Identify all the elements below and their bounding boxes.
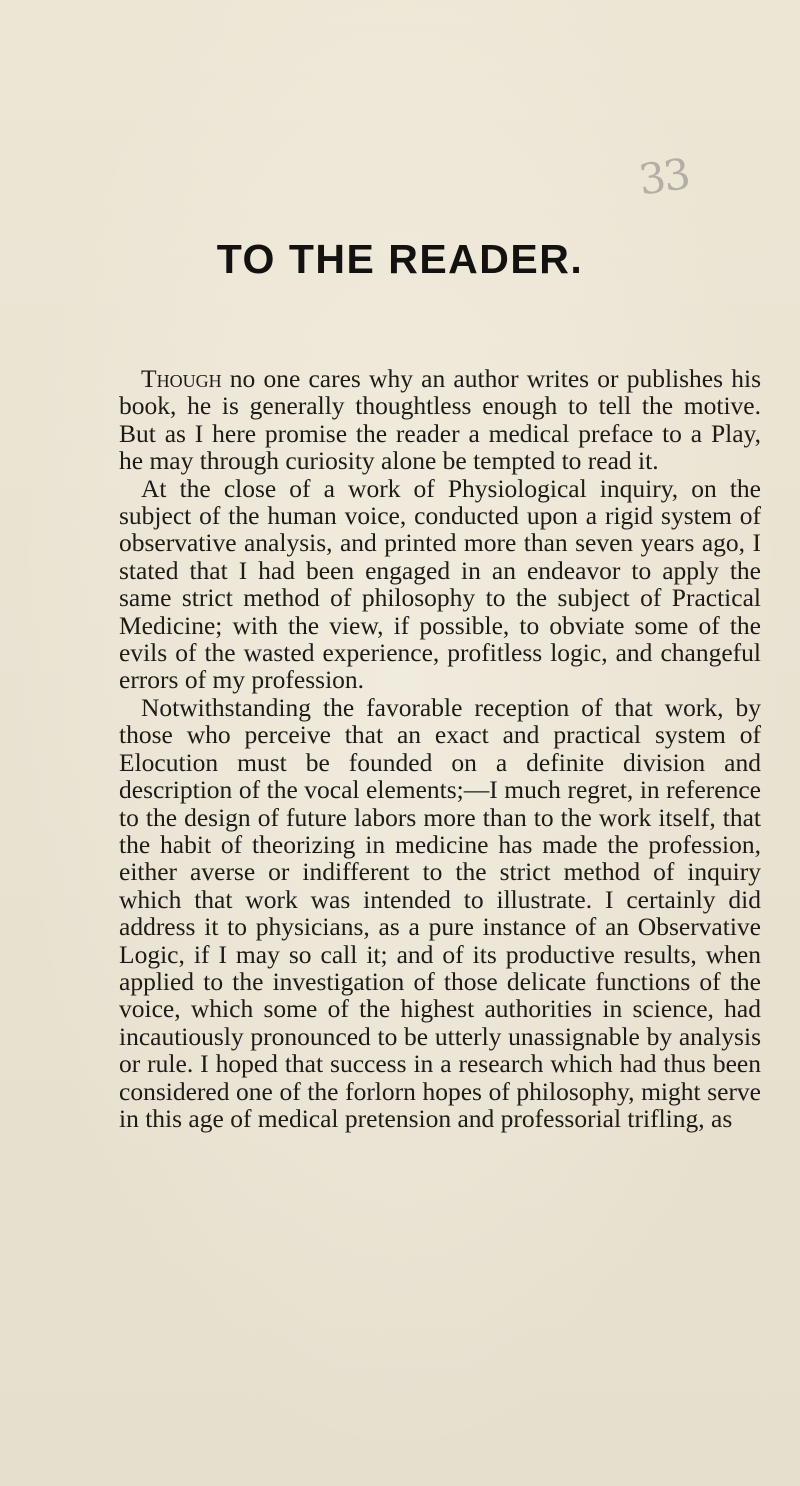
paragraph-text: At the close of a work of Physiological inquiry, on the subject of the human voice, conducted upon a rigid system of observative analysis, and printed more than seven years ago, I stated that I had been engaged in an endeavor to apply the same strict method of philosophy to the subject of Practical Medicine; with the view, if possible, to obviate some of the evils of the wasted experience, profitless logic, and changeful errors of my profession.: [119, 473, 761, 695]
page-title: TO THE READER.: [216, 236, 584, 282]
paragraph-text: no one cares why an author writes or publishes his book, he is generally thoughtless enough to tell the motive. But as I here promise the reader a medical preface to a Play, he may through curiosity alone be tempted to read it.: [119, 364, 761, 476]
preface-text: [119, 365, 761, 1132]
paragraph-text: Notwithstanding the favorable reception of that work, by those who perceive that an exact and practical system of Elocution must be founded on a definite division and description of the vocal elements;—I much regret, in reference to the design of future labors more than to the work itself, that the habit of theorizing in medicine has made the profession, either averse or indifferent to the strict method of inquiry which that work was intended to illustrate. I certainly did address it to physicians, as a pure instance of an Observative Logic, if I may so call it; and of its productive results, when applied to the investigation of those delicate functions of the voice, which some of the highest authorities in science, had incautiously pronounced to be utterly unassignable by analysis or rule. I hoped that success in a research which had thus been considered one of the forlorn hopes of philosophy, might serve in this age of medical pretension and professorial trifling, as: [119, 692, 761, 1133]
paragraph-3: [119, 694, 761, 1133]
paragraph-1: [119, 365, 761, 475]
lead-word: Though: [141, 364, 222, 393]
pencil-annotation: 33: [635, 149, 692, 205]
paragraph-2: [119, 475, 761, 694]
